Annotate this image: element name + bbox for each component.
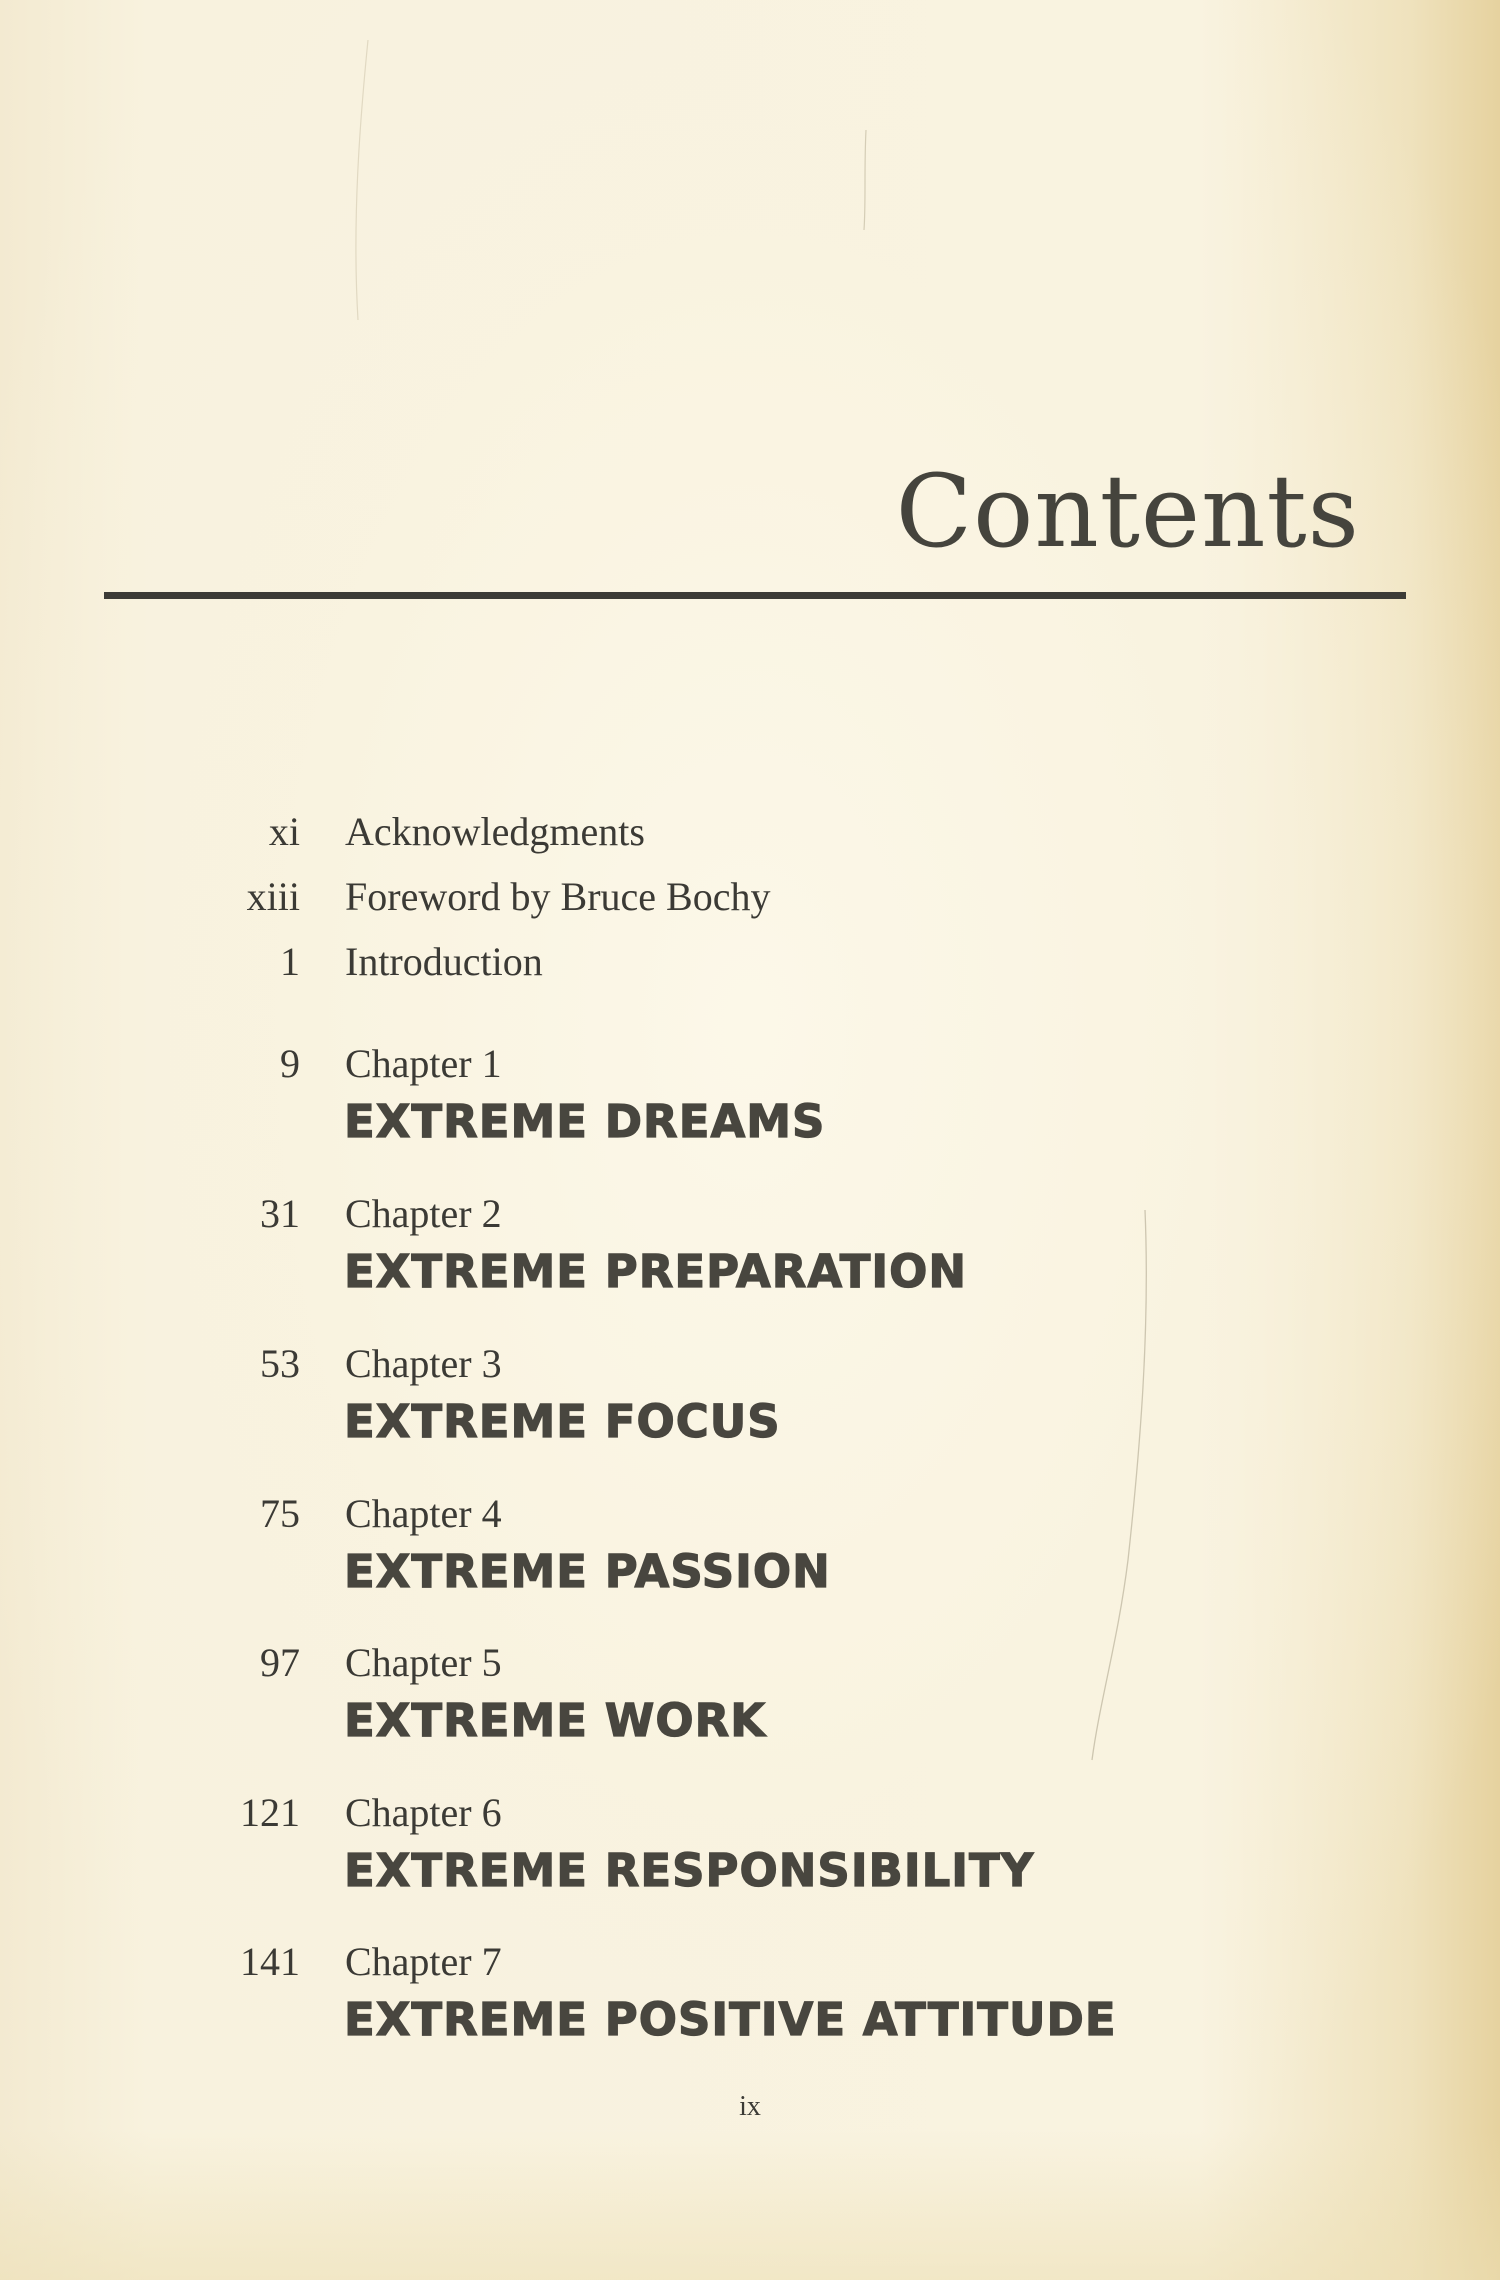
page-number: 53 — [260, 1341, 300, 1386]
page-number: 75 — [260, 1491, 300, 1536]
chapter-title: EXTREME DREAMS — [344, 1095, 826, 1148]
chapter-label: Chapter 7 — [345, 1939, 502, 1984]
chapter-title: EXTREME PASSION — [344, 1545, 831, 1598]
chapter-label: Chapter 5 — [345, 1640, 502, 1685]
title-rule — [104, 592, 1406, 599]
page-number: 9 — [280, 1041, 300, 1086]
page-number: xi — [268, 809, 300, 854]
chapter-label: Chapter 2 — [345, 1191, 502, 1236]
page-number: 97 — [260, 1640, 300, 1685]
chapter-title: EXTREME FOCUS — [344, 1395, 781, 1448]
chapter-title: EXTREME POSITIVE ATTITUDE — [344, 1993, 1117, 2046]
entry-label: Introduction — [345, 939, 543, 984]
chapter-label: Chapter 6 — [345, 1790, 502, 1835]
chapter-title: EXTREME WORK — [344, 1694, 767, 1747]
page-number: xiii — [246, 874, 300, 919]
chapter-label: Chapter 4 — [345, 1491, 502, 1536]
page-number: 141 — [240, 1939, 300, 1984]
entry-label: Acknowledgments — [345, 809, 645, 854]
chapter-title: EXTREME PREPARATION — [344, 1245, 968, 1298]
page-number: 31 — [260, 1191, 300, 1236]
page-folio: ix — [739, 2091, 761, 2122]
page-number: 1 — [280, 939, 300, 984]
chapter-title: EXTREME RESPONSIBILITY — [344, 1844, 1035, 1897]
chapter-label: Chapter 1 — [345, 1041, 502, 1086]
entry-label: Foreword by Bruce Bochy — [345, 874, 771, 919]
page-number: 121 — [240, 1790, 300, 1835]
page-title: Contents — [895, 453, 1360, 570]
chapter-label: Chapter 3 — [345, 1341, 502, 1386]
